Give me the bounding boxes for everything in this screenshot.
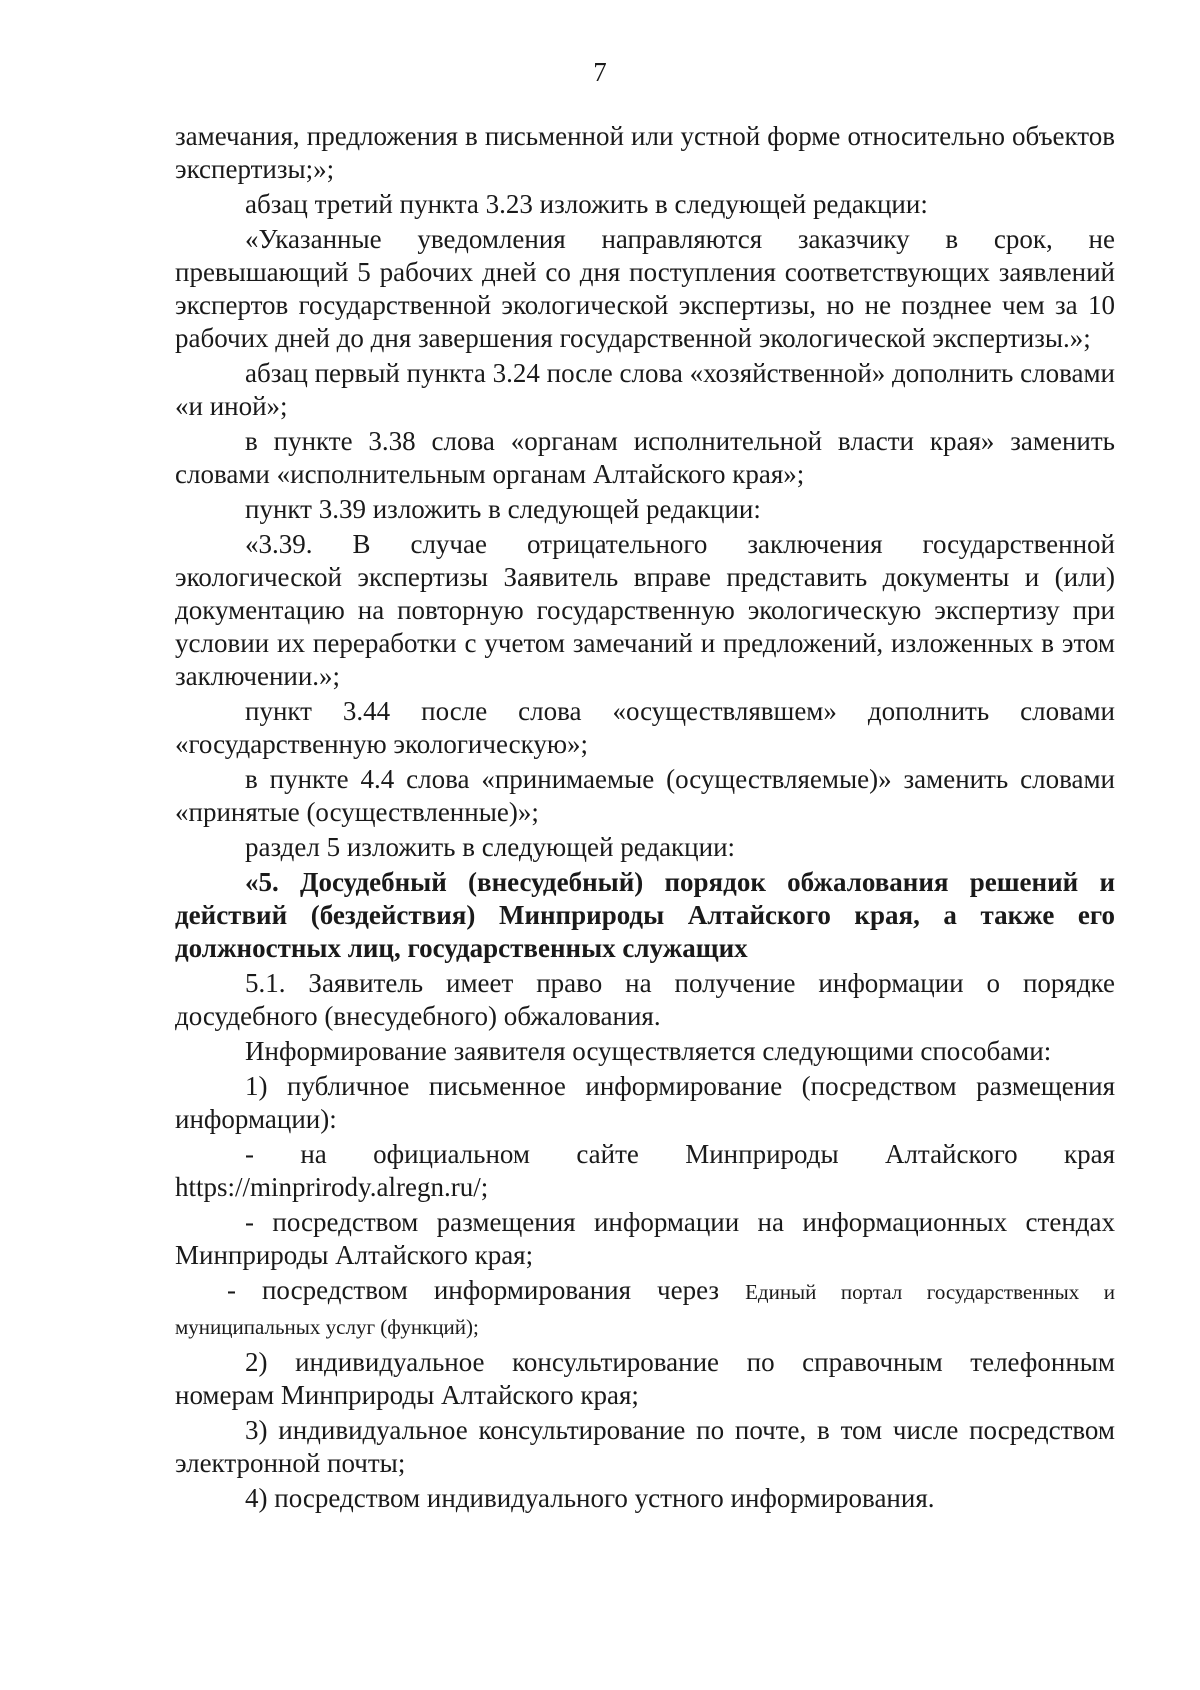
paragraph: 2) индивидуальное консультирование по справочным телефонным номерам Минприроды Алтайского края; xyxy=(175,1347,1115,1410)
paragraph: пункт 3.44 после слова «осуществлявшем» дополнить словами «государственную экологическую»; xyxy=(175,696,1115,759)
portal-small-text: Единый портал государственных и муниципальных услуг (функций); xyxy=(175,1280,1115,1339)
portal-lead: - посредством информирования через xyxy=(227,1275,746,1305)
paragraph: абзац третий пункта 3.23 изложить в следующей редакции: xyxy=(245,189,928,219)
paragraph: - на официальном сайте Минприроды Алтайского края https://minprirody.alregn.ru/; xyxy=(175,1139,1115,1202)
paragraph: раздел 5 изложить в следующей редакции: xyxy=(245,832,736,862)
page-number: 7 xyxy=(593,57,607,87)
paragraph: Информирование заявителя осуществляется следующими способами: xyxy=(245,1036,1052,1066)
paragraph: 4) посредством индивидуального устного информирования. xyxy=(245,1483,935,1513)
paragraph: замечания, предложения в письменной или устной форме относительно объектов экспертизы;»; xyxy=(175,121,1115,184)
document-body xyxy=(175,120,1115,1517)
paragraph: 3) индивидуальное консультирование по почте, в том числе посредством электронной почты; xyxy=(175,1415,1115,1478)
paragraph: в пункте 3.38 слова «органам исполнительной власти края» заменить словами «исполнительным органам Алтайского края»; xyxy=(175,426,1115,489)
paragraph-portal xyxy=(175,1274,1115,1344)
paragraph: - посредством размещения информации на информационных стендах Минприроды Алтайского края; xyxy=(175,1207,1115,1270)
paragraph: абзац первый пункта 3.24 после слова «хозяйственной» дополнить словами «и иной»; xyxy=(175,358,1115,421)
paragraph: пункт 3.39 изложить в следующей редакции: xyxy=(245,494,761,524)
paragraph: в пункте 4.4 слова «принимаемые (осуществляемые)» заменить словами «принятые (осуществленные)»; xyxy=(175,764,1115,827)
paragraph: 1) публичное письменное информирование (посредством размещения информации): xyxy=(175,1071,1115,1134)
paragraph: 5.1. Заявитель имеет право на получение информации о порядке досудебного (внесудебного) обжалования. xyxy=(175,968,1115,1031)
paragraph: «3.39. В случае отрицательного заключения государственной экологической экспертизы Заявитель вправе представить документы и (или) документацию на повторную государственную экологическую экспертизу при условии их переработки с учетом замечаний и предложений, изложенных в этом заключении.»; xyxy=(175,529,1115,691)
paragraph: «Указанные уведомления направляются заказчику в срок, не превышающий 5 рабочих дней со дня поступления соответствующих заявлений экспертов государственной экологической экспертизы, но не позднее чем за 10 рабочих дней до дня завершения государственной экологической экспертизы.»; xyxy=(175,224,1115,353)
section-heading: «5. Досудебный (внесудебный) порядок обжалования решений и действий (бездействия) Минприроды Алтайского края, а также его должностных лиц, государственных служащих xyxy=(175,867,1115,963)
